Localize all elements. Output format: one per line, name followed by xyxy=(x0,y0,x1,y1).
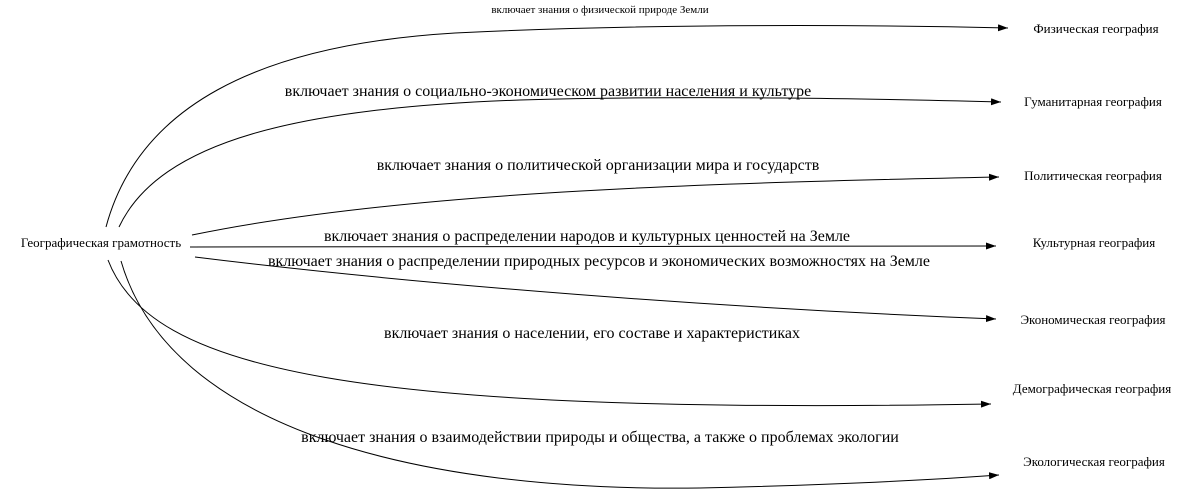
node-demographic-geography: Демографическая география xyxy=(1012,380,1172,396)
node-ecological-geography: Экологическая география xyxy=(1023,453,1165,469)
node-physical-geography: Физическая география xyxy=(1033,20,1159,36)
edge-label-cultural: включает знания о распределении народов и культурных ценностей на Земле xyxy=(323,228,851,246)
node-economic-geography: Экономическая география xyxy=(1020,311,1166,327)
edge-political-geography xyxy=(192,177,999,235)
node-political-geography: Политическая география xyxy=(1024,167,1162,183)
edge-cultural-geography xyxy=(190,246,996,247)
node-cultural-geography: Культурная география xyxy=(1032,234,1156,250)
edge-label-ecological: включает знания о взаимодействии природы и общества, а также о проблемах экологии xyxy=(301,429,899,447)
edge-ecological-geography xyxy=(121,261,999,488)
edge-label-demographic: включает знания о населении, его составе и характеристиках xyxy=(384,325,800,343)
edge-label-humanitarian: включает знания о социально-экономическом развитии населения и культуре xyxy=(284,83,812,101)
edge-physical-geography xyxy=(106,26,1008,227)
node-humanitarian-geography: Гуманитарная география xyxy=(1024,93,1162,109)
edge-label-physical: включает знания о физической природе Земли xyxy=(491,3,709,16)
node-geographic-literacy: Географическая грамотность xyxy=(20,234,182,250)
edge-label-political: включает знания о политической организации мира и государств xyxy=(376,157,820,175)
edge-label-economic: включает знания о распределении природных ресурсов и экономических возможностях на Земле xyxy=(267,253,931,271)
